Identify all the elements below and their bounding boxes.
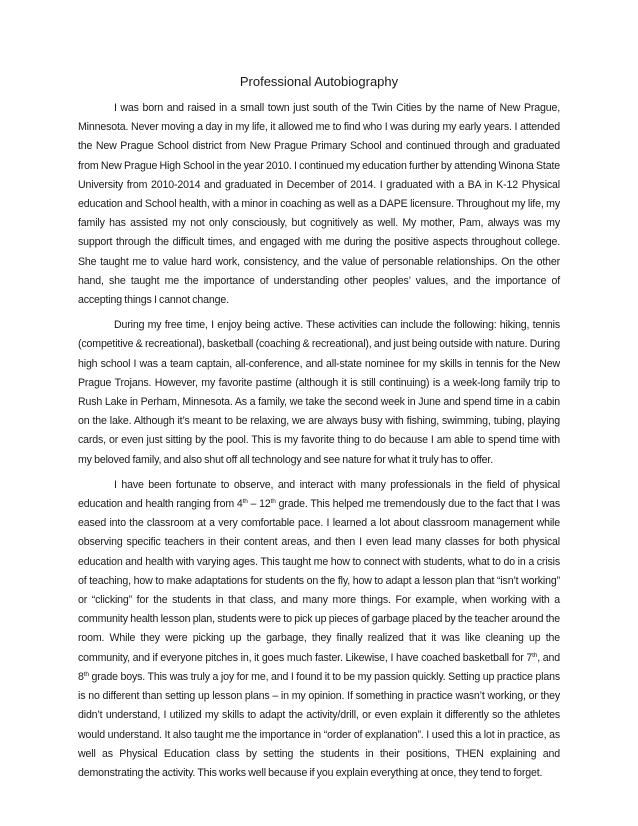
paragraph-text: – 12 — [247, 498, 271, 511]
ordinal-suffix: th — [83, 670, 89, 678]
paragraph-experience — [78, 476, 560, 783]
paragraph-upbringing — [78, 99, 560, 310]
ordinal-suffix: th — [242, 498, 248, 506]
document-title: Professional Autobiography — [239, 74, 399, 89]
paragraph-text: During my free time, I enjoy being active. These activities can include the following: hiking, tennis (competitive & recreational), basketball (coaching & recreational), and just being outside with nature. During high school I was a team captain, all-conference, and all-state nominee for my skills in tennis for the New Prague Trojans. However, my favorite pastime (although it is still continuing) is a week-long family trip to Rush Lake in Perham, Minnesota. As a family, we take the second week in June and spend time in a cabin on the lake. Although it’s meant to be relaxing, we are always busy with fishing, swimming, tubing, playing cards, or even just sitting by the pool. This is my favorite thing to do because I am able to spend time with my beloved family, and also shut off all technology and see nature for what it truly has to offer. — [78, 319, 560, 466]
paragraph-text: grade. This helped me tremendously due to the fact that I was eased into the classroom at a very comfortable pace. I learned a lot about classroom management while observing specific teachers in their content areas, and then I even lead many classes for both physical education and health with varying ages. This taught me how to connect with students, what to do in a crisis of teaching, how to make adaptations for students on the fly, how to adapt a lesson plan that “isn’t working” or “clicking” for the students in that class, and many more things. For example, when working with a community health lesson plan, students were to pick up pieces of garbage placed by the teacher around the room. While they were picking up the garbage, they finally realized that it was like cleaning up the community, and if everyone pitches in, it goes much faster. Likewise, I have coached basketball for 7 — [78, 498, 560, 664]
paragraph-text: grade boys. This was truly a joy for me, and I found it to be my passion quickly. Setting up practice plans is no different than setting up lesson plans – in my opinion. If something in practice wasn’t working, or they didn’t understand, I utilized my skills to adapt the activity/drill, or even explain it differently so the athletes would understand. It also taught me the importance in “order of explanation”. I used this a lot in practice, as well as Physical Education class by setting the students in their positions, THEN explaining and demonstrating the activity. This works well because if you explain everything at once, they tend to forget. — [78, 670, 560, 779]
ordinal-suffix: th — [270, 498, 276, 506]
paragraph-text: I have been fortunate to observe, and interact with many professionals in the field of physical education and health ranging from 4 — [78, 478, 560, 511]
paragraph-text: , and 8 — [78, 651, 560, 683]
paragraph-text: I was born and raised in a small town just south of the Twin Cities by the name of New Prague, Minnesota. Never moving a day in my life, it allowed me to find who I was during my early years. I attended the New Prague School district from New Prague Primary School and continued through and graduated from New Prague High School in the year 2010. I continued my education further by attending Winona State University from 2010-2014 and graduated in December of 2014. I graduated with a BA in K-12 Physical education and School health, with a minor in coaching as well as a DAPE licensure. Throughout my life, my family has assisted my not only consciously, but cognitively as well. My mother, Pam, always was my support through the difficult times, and engaged with me during the positive aspects throughout college. She taught me to value hard work, consistency, and the value of personable relationships. On the other hand, she taught me the importance of understanding other peoples’ values, and the importance of accepting things I cannot change. — [78, 102, 560, 307]
paragraph-free-time — [78, 316, 560, 470]
ordinal-suffix: th — [532, 651, 538, 659]
